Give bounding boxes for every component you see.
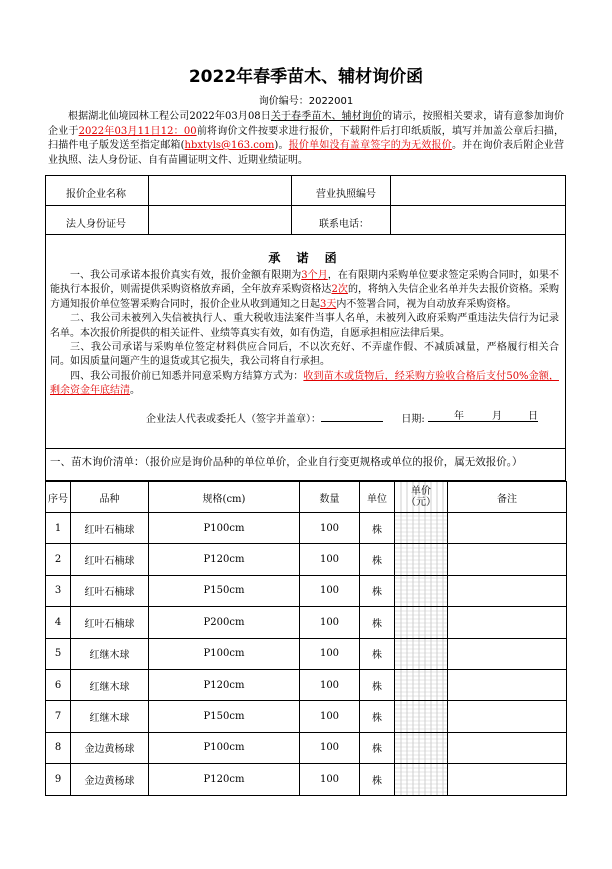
quantity: 100 [300,701,360,732]
commitment-title: 承 诺 函 [268,251,343,265]
quantity: 100 [300,513,360,544]
row-index: 7 [46,701,71,732]
unit-price-input[interactable] [395,732,448,763]
signature-field[interactable] [321,411,383,422]
spec: P100cm [149,513,300,544]
remarks-input[interactable] [448,732,567,763]
commitment-clause-2: 二、我公司未被列入失信被执行人、重大税收违法案件当事人名单，未被列入政府采购严重违法失信行为记录名单。本次报价所提供的相关证件、业绩等真实有效，如有伪造，自愿承担相应法律后果。 [50,313,559,339]
spec: P200cm [149,607,300,638]
phone-field[interactable] [391,206,565,235]
commitment-clause-4: 四、我公司报价前已知悉并同意采购方结算方式为：收到苗木或货物后，经采购方验收合格后支付50%金额，剩余资金年底结清。 [50,370,559,397]
spec: P120cm [149,764,300,795]
unit-price-input[interactable] [395,607,448,638]
unit: 株 [360,732,395,763]
col-header-quantity: 数量 [300,482,360,513]
variety: 红叶石楠球 [71,513,149,544]
license-number-label: 营业执照编号 [316,189,376,200]
unit: 株 [360,544,395,575]
unit-price-input[interactable] [395,544,448,575]
remarks-input[interactable] [448,669,567,700]
row-index: 4 [46,607,71,638]
unit-price-input[interactable] [395,513,448,544]
spec: P120cm [149,669,300,700]
row-index: 3 [46,575,71,606]
unit-price-input[interactable] [395,669,448,700]
table-row [46,513,567,544]
spec: P150cm [149,575,300,606]
unit: 株 [360,513,395,544]
company-name-field[interactable] [149,176,290,205]
intro-text: 的请示，按照相关要求，请有意参加询价企业于 [48,111,565,137]
spec: P120cm [149,544,300,575]
table-row [46,732,567,763]
page-title: 2022年春季苗木、辅材询价函 [188,67,424,87]
project-name: 关于春季苗木、辅材询价 [270,111,383,122]
variety: 红继木球 [71,701,149,732]
variety: 金边黄杨球 [71,732,149,763]
table-row [46,575,567,606]
variety: 红叶石楠球 [71,544,149,575]
seedling-price-table [45,481,567,796]
quantity: 100 [300,607,360,638]
quantity: 100 [300,732,360,763]
phone-label: 联系电话： [319,219,369,230]
unit: 株 [360,638,395,669]
table-row [46,669,567,700]
table-row [46,607,567,638]
table-row [46,544,567,575]
row-index: 6 [46,669,71,700]
intro-paragraph [48,110,564,168]
inquiry-number: 询价编号：2022001 [258,96,354,107]
company-name-label: 报价企业名称 [66,189,126,200]
quantity: 100 [300,764,360,795]
legal-id-field[interactable] [149,206,290,235]
invalid-quote-note: 报价单如没有盖章签字的为无效报价 [288,140,452,151]
commitment-clause-1: 一、我公司承诺本报价真实有效，报价金额有限期为3个月，在有限期内采购单位要求签定采购合同时，如果不能执行本报价，则需提供采购资格放弃函，全年放弃采购资格达2次的，将纳入失信企业名单并失去报价资格。采购方通知报价单位签署采购合同时，报价企业从收到通知之日起3天内不签署合同，视为自动放弃采购资格。 [50,270,560,310]
variety: 红继木球 [71,669,149,700]
variety: 红叶石楠球 [71,607,149,638]
quantity: 100 [300,638,360,669]
col-header-unit: 单位 [360,482,395,513]
company-info-box [45,175,566,235]
commitment-letter [45,235,566,449]
variety: 红叶石楠球 [71,575,149,606]
col-header-variety: 品种 [71,482,149,513]
remarks-input[interactable] [448,544,567,575]
intro-text: 前将询价文件按要求进行报价，下载附件后打印纸质版，填写并加盖公章后扫描，扫描件电子版发送至指定邮箱( [48,125,565,151]
table-header-row [46,482,567,513]
variety: 金边黄杨球 [71,764,149,795]
intro-text: 。并在询价表后附企业营业执照、法人身份证、自有苗圃证明文件、近期业绩证明。 [48,140,564,166]
row-index: 8 [46,732,71,763]
unit: 株 [360,764,395,795]
row-index: 2 [46,544,71,575]
col-header-remarks: 备注 [448,482,567,513]
col-header-spec: 规格(cm) [149,482,300,513]
row-index: 9 [46,764,71,795]
commitment-clause-3: 三、我公司承诺与采购单位签定材料供应合同后，不以次充好、不弄虚作假、不减质减量，严格履行相关合同。如因质量问题产生的退货或其它损失，我公司将自行承担。 [50,342,559,368]
unit-price-input[interactable] [395,575,448,606]
remarks-input[interactable] [448,764,567,795]
legal-id-label: 法人身份证号 [66,219,126,230]
license-number-field[interactable] [391,176,565,205]
unit: 株 [360,669,395,700]
email-link[interactable]: hbxtyls@163.com [184,140,275,151]
row-index: 5 [46,638,71,669]
table-row [46,764,567,795]
unit-price-input[interactable] [395,638,448,669]
unit: 株 [360,575,395,606]
unit: 株 [360,607,395,638]
date-field[interactable]: 年 月 日 [428,411,538,422]
spec: P150cm [149,701,300,732]
col-header-unit-price: 单价 （元） [395,482,448,513]
col-header-index: 序号 [46,482,71,513]
spec: P100cm [149,638,300,669]
remarks-input[interactable] [448,607,567,638]
unit: 株 [360,701,395,732]
remarks-input[interactable] [448,638,567,669]
intro-text: )。 [274,140,289,151]
quantity: 100 [300,669,360,700]
signature-line [146,410,538,425]
quantity: 100 [300,575,360,606]
deadline: 2022年03月11日12：00 [78,125,197,137]
unit-price-input[interactable] [395,701,448,732]
table-row [46,701,567,732]
variety: 红继木球 [71,638,149,669]
remarks-input[interactable] [448,701,567,732]
quantity: 100 [300,544,360,575]
intro-text: 根据湖北仙境园林工程公司2022年03月08日 [68,111,271,122]
table-row [46,638,567,669]
unit-price-input[interactable] [395,764,448,795]
row-index: 1 [46,513,71,544]
date-label: 日期: [401,414,425,425]
spec: P100cm [149,732,300,763]
section-title: 一、苗木询价清单：（报价应是询价品种的单位单价，企业自行变更规格或单位的报价，属无效报价。） [45,449,566,481]
remarks-input[interactable] [448,513,567,544]
remarks-input[interactable] [448,575,567,606]
signature-label: 企业法人代表或委托人（签字并盖章）： [146,414,321,425]
